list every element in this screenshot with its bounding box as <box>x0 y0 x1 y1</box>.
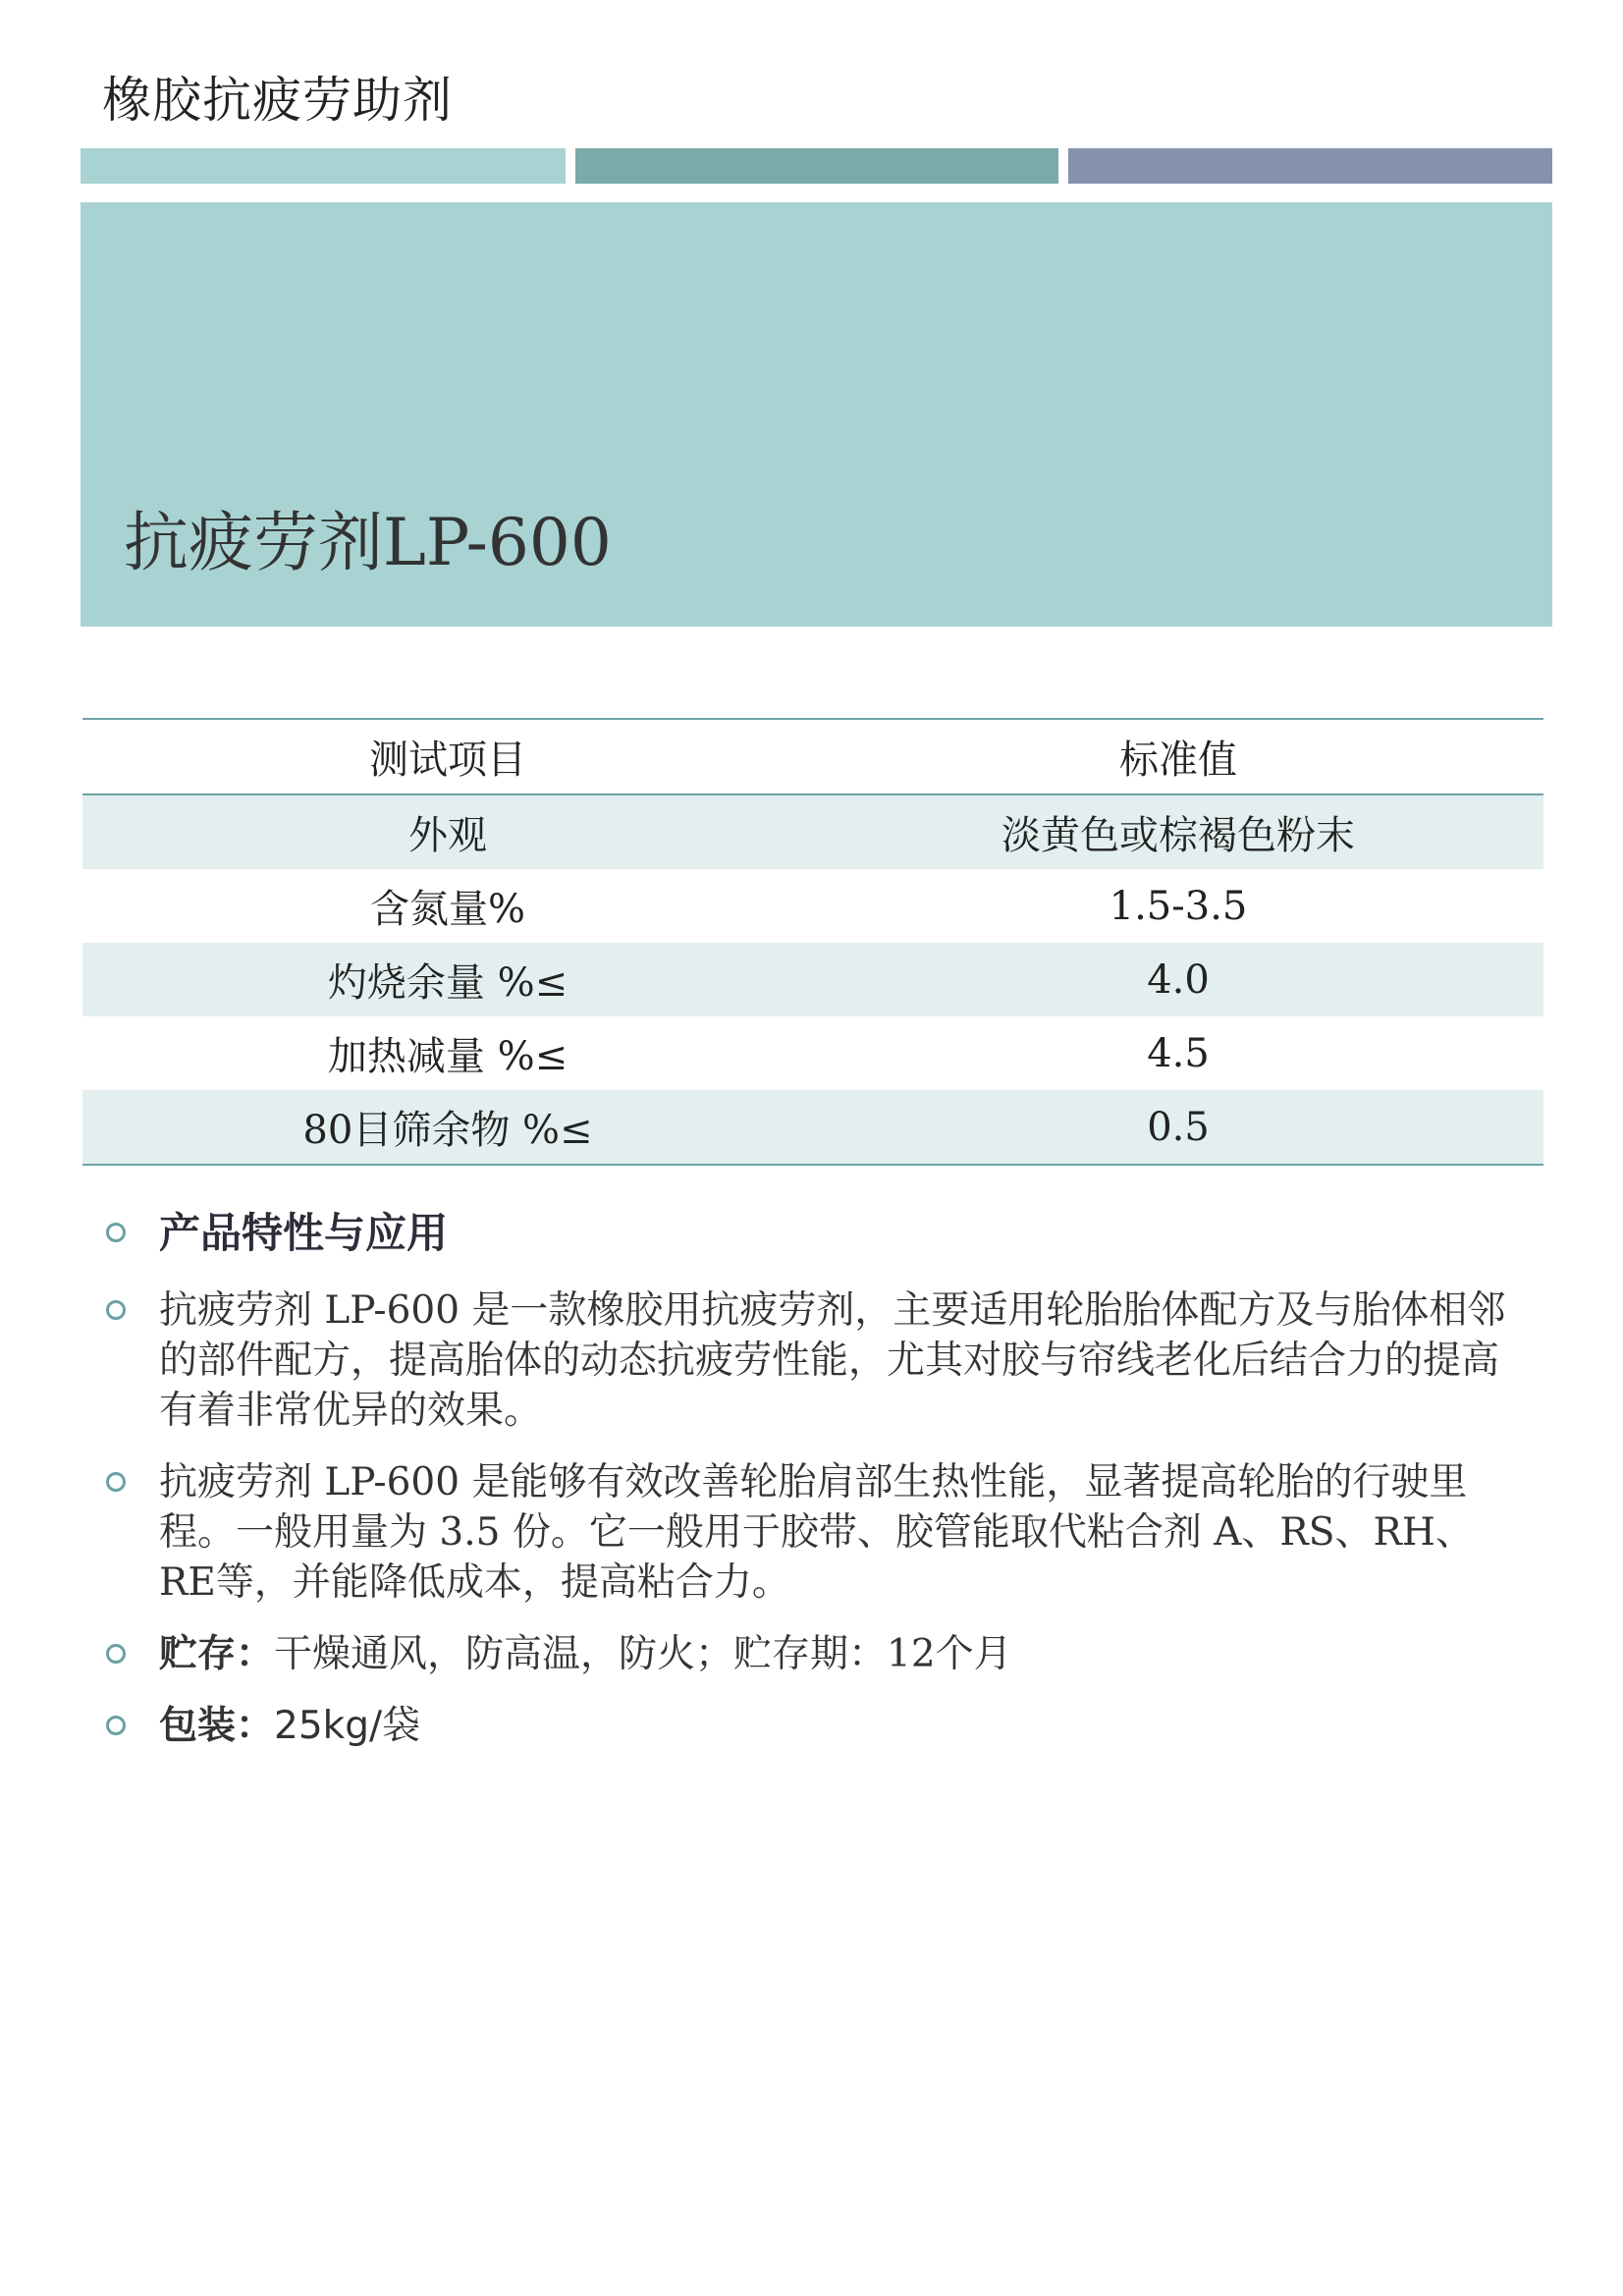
table-row <box>82 869 1543 943</box>
standard-value-cell: 淡黄色或棕褐色粉末 <box>813 794 1543 869</box>
storage-value: 干燥通风，防高温，防火；贮存期：12个月 <box>274 1632 1012 1676</box>
feature-list <box>106 1208 1520 1773</box>
test-item-cell: 加热减量 %≤ <box>327 1034 568 1079</box>
table-row <box>82 1090 1543 1165</box>
test-item-cell: 灼烧余量 %≤ <box>82 943 813 1016</box>
packing-label: 包装： <box>159 1704 275 1748</box>
circle-bullet-icon <box>106 1472 126 1492</box>
list-item <box>106 1457 1520 1608</box>
feature-paragraph: 抗疲劳剂 LP-600 是能够有效改善轮胎肩部生热性能，显著提高轮胎的行驶里程。一般用量为 3.5 份。它一般用于胶带、胶管能取代粘合剂 A、RS、RH、RE等，并能降低成本，提高粘合力。 <box>159 1460 1474 1605</box>
list-item <box>106 1285 1520 1436</box>
standard-value-cell: 0.5 <box>813 1090 1543 1165</box>
spec-table <box>82 718 1543 1166</box>
circle-bullet-icon <box>106 1223 126 1242</box>
title-banner <box>81 202 1552 627</box>
packing-value: 25kg/袋 <box>274 1704 421 1748</box>
product-title: 抗疲劳剂LP-600 <box>124 505 612 580</box>
spec-table-header-row <box>82 719 1543 794</box>
circle-bullet-icon <box>106 1716 126 1735</box>
column-header-test-item: 测试项目 <box>369 738 526 783</box>
standard-value-cell: 4.5 <box>1147 1030 1210 1076</box>
document-header-title: 橡胶抗疲劳助剂 <box>102 72 453 129</box>
features-heading: 产品特性与应用 <box>159 1209 449 1257</box>
circle-bullet-icon <box>106 1644 126 1664</box>
test-item-cell: 含氮量% <box>369 887 525 932</box>
decorative-bar-slate-blue <box>1068 148 1552 184</box>
test-item-cell: 80目筛余物 %≤ <box>82 1090 813 1165</box>
list-item <box>106 1701 1520 1751</box>
table-row <box>82 1016 1543 1090</box>
standard-value-cell: 4.0 <box>813 943 1543 1016</box>
list-item <box>106 1208 1520 1258</box>
decorative-bar-teal <box>575 148 1058 184</box>
list-item <box>106 1629 1520 1679</box>
test-item-cell: 外观 <box>82 794 813 869</box>
column-header-standard-value: 标准值 <box>1119 738 1237 783</box>
feature-paragraph: 抗疲劳剂 LP-600 是一款橡胶用抗疲劳剂，主要适用轮胎胎体配方及与胎体相邻的部件配方，提高胎体的动态抗疲劳性能，尤其对胶与帘线老化后结合力的提高有着非常优异的效果。 <box>159 1288 1506 1433</box>
decorative-bar-light-teal <box>81 148 566 184</box>
table-row <box>82 794 1543 869</box>
standard-value-cell: 1.5-3.5 <box>1109 883 1248 929</box>
storage-label: 贮存： <box>159 1632 275 1676</box>
table-row <box>82 943 1543 1016</box>
circle-bullet-icon <box>106 1300 126 1320</box>
